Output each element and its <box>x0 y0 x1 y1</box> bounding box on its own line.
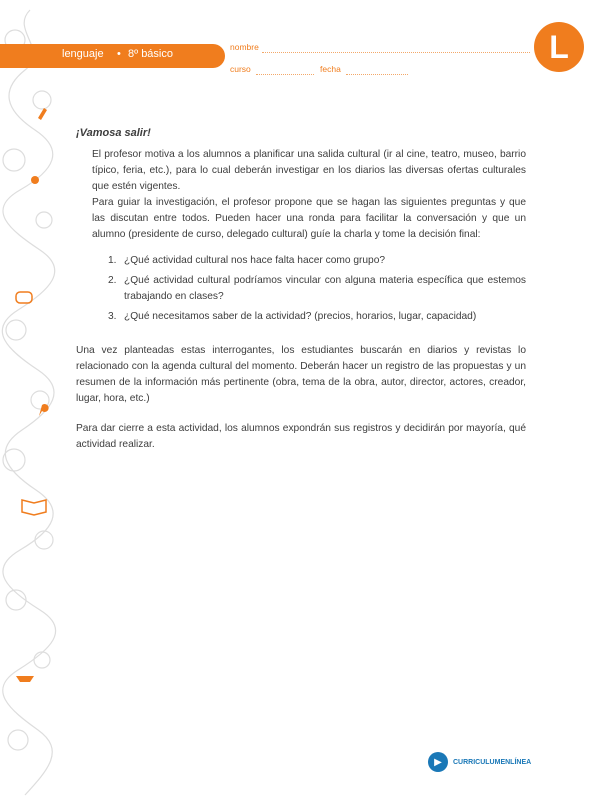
name-field-label: nombre <box>230 42 259 52</box>
worksheet-title: ¡Vamosa salir! <box>76 127 151 139</box>
decorative-margin-swirls <box>0 0 60 800</box>
paragraph-research: Una vez planteadas estas interrogantes, los estudiantes buscarán en diarios y revistas lo relacionado con la agenda cultural del momento. Deberán hacer un registro de las propuestas y un resumen de la información más pertinente (obra, tema de la obra, autor, director, actores, creador, lugar, hora, etc.) <box>76 345 526 404</box>
date-field[interactable] <box>346 74 408 75</box>
course-field[interactable] <box>256 74 314 75</box>
list-item: 1. ¿Qué actividad cultural nos hace falta hacer como grupo? <box>108 255 386 266</box>
date-field-label: fecha <box>320 64 341 74</box>
worksheet-content <box>76 125 526 453</box>
guide-paragraph: Para guiar la investigación, el profesor propone que se hagan las siguientes preguntas y que las discutan entre todos. Pueden hacer una ronda para facilitar la conversación y que un alumno (presidente de curso, delegado cultural) guíe la charla y tome la decisión final: <box>92 197 526 240</box>
name-field[interactable] <box>262 52 530 53</box>
paragraph-closing: Para dar cierre a esta actividad, los alumnos expondrán sus registros y decidirán por mayoría, qué actividad realizar. <box>76 423 526 450</box>
subject-badge: L <box>534 22 584 72</box>
course-field-label: curso <box>230 64 251 74</box>
footer-logo[interactable] <box>428 752 531 772</box>
footer-logo-text: CURRICULUMENLÍNEA <box>453 758 532 766</box>
intro-paragraph: El profesor motiva a los alumnos a planificar una salida cultural (ir al cine, teatro, museo, barrio típico, feria, etc.), para lo cual deberán investigar en los diarios las diversas ofertas culturales que estén vigentes. <box>92 149 526 192</box>
question-list <box>108 253 526 325</box>
header-separator: • <box>117 48 121 60</box>
tie-icon <box>16 676 34 682</box>
grade-label: 8º básico <box>128 48 173 60</box>
subject-label: lenguaje <box>62 48 104 60</box>
dot-icon <box>31 176 39 184</box>
list-item: 2. ¿Qué actividad cultural podríamos vincular con alguna materia específica que estemos trabajando en clases? <box>108 275 526 302</box>
list-item: 3. ¿Qué necesitamos saber de la actividad? (precios, horarios, lugar, capacidad) <box>108 311 477 322</box>
speech-bubble-icon <box>16 292 32 303</box>
book-icon <box>22 500 46 515</box>
comma-icon <box>39 404 49 416</box>
play-arrow-icon: ▶ <box>428 752 448 772</box>
header-bar <box>0 44 225 68</box>
pen-icon <box>38 108 47 120</box>
